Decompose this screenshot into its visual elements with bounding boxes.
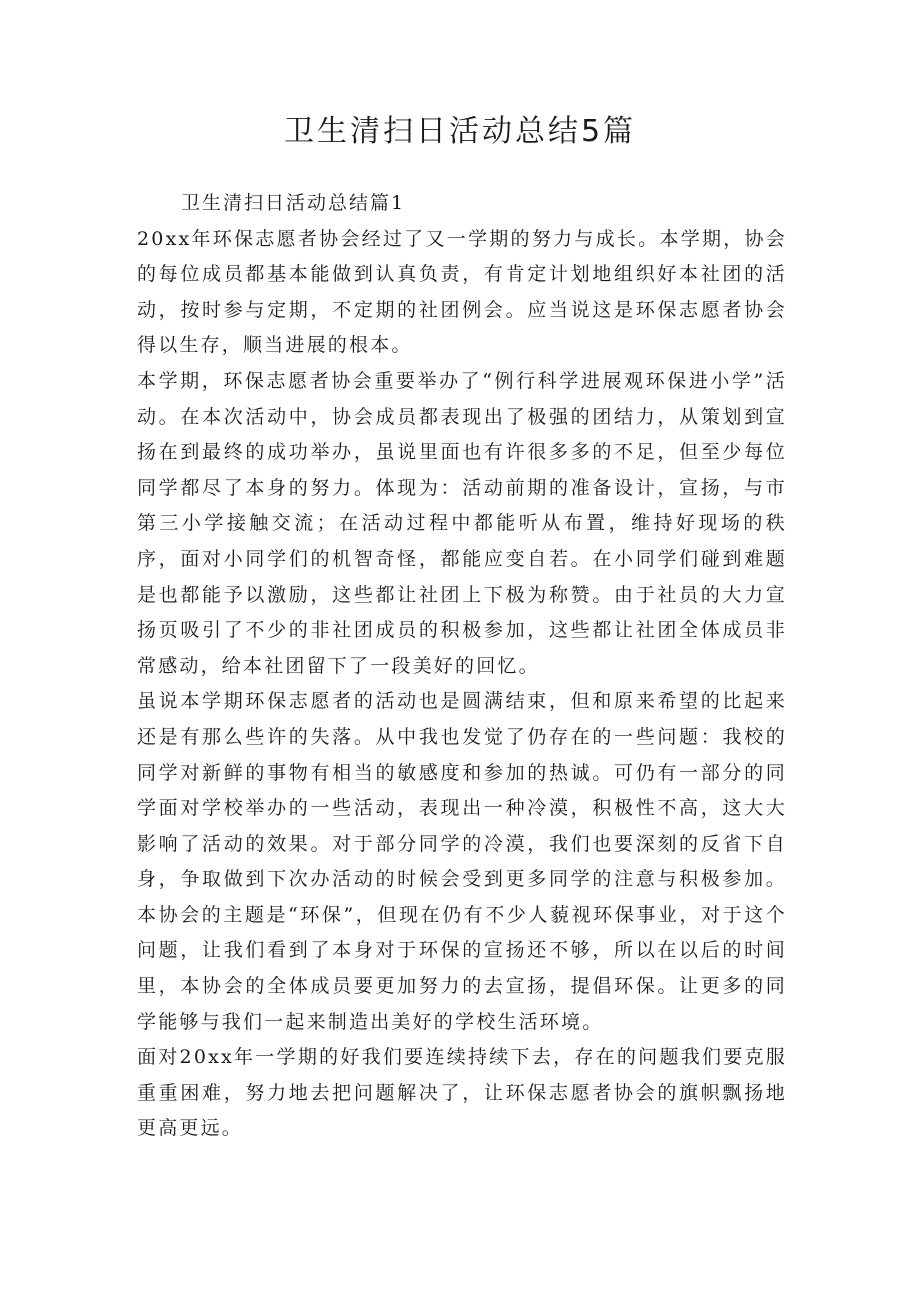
document-title: 卫生清扫日活动总结5篇 <box>283 114 637 149</box>
paragraph-4: 面对20xx年一学期的好我们要连续持续下去，存在的问题我们要克服重重困难，努力地去把问题解决了，让环保志愿者协会的旗帜飘扬地更高更远。 <box>137 1046 787 1140</box>
section-heading: 卫生清扫日活动总结篇1 <box>181 192 406 214</box>
paragraph-3: 虽说本学期环保志愿者的活动也是圆满结束，但和原来希望的比起来还是有那么些许的失落。从中我也发觉了仍存在的一些问题：我校的同学对新鲜的事物有相当的敏感度和参加的热诚。可仍有一部分的同学面对学校举办的一些活动，表现出一种冷漠，积极性不高，这大大影响了活动的效果。对于部分同学的冷漠，我们也要深刻的反省下自身，争取做到下次办活动的时候会受到更多同学的注意与积极参加。本协会的主题是“环保”，但现在仍有不少人藐视环保事业，对于这个问题，让我们看到了本身对于环保的宣扬还不够，所以在以后的时间里，本协会的全体成员要更加努力的去宣扬，提倡环保。让更多的同学能够与我们一起来制造出美好的学校生活环境。 <box>137 690 787 1033</box>
paragraph-1: 20xx年环保志愿者协会经过了又一学期的努力与成长。本学期，协会的每位成员都基本能做到认真负责，有肯定计划地组织好本社团的活动，按时参与定期，不定期的社团例会。应当说这是环保志愿者协会得以生存，顺当进展的根本。 <box>137 227 787 357</box>
paragraph-2: 本学期，环保志愿者协会重要举办了“例行科学进展观环保进小学”活动。在本次活动中，协会成员都表现出了极强的团结力，从策划到宣扬在到最终的成功举办，虽说里面也有许很多多的不足，但至少每位同学都尽了本身的努力。体现为：活动前期的准备设计，宣扬，与市第三小学接触交流；在活动过程中都能听从布置，维持好现场的秩序，面对小同学们的机智奇怪，都能应变自若。在小同学们碰到难题是也都能予以激励，这些都让社团上下极为称赞。由于社员的大力宣扬页吸引了不少的非社团成员的积极参加，这些都让社团全体成员非常感动，给本社团留下了一段美好的回忆。 <box>137 369 787 677</box>
document-body <box>137 186 787 1147</box>
